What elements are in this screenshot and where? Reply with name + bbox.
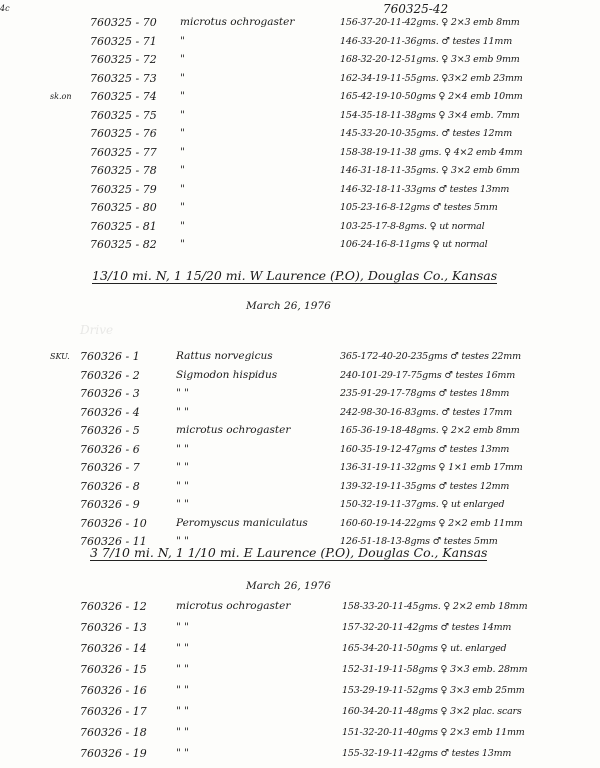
header-catalog-ref: 760325-42 [383, 2, 449, 16]
catalog-number: 760326 - 12 [80, 600, 147, 613]
catalog-number: 760325 - 79 [90, 182, 157, 196]
ledger-row [0, 663, 600, 679]
measurements: 146-31-18-11-35gms. ♀ 3×2 emb 6mm [340, 165, 520, 176]
catalog-number: 760326 - 15 [80, 663, 147, 676]
locality-line-1 [92, 268, 497, 283]
ledger-row [0, 53, 600, 69]
measurements: 150-32-19-11-37gms. ♀ ut enlarged [340, 499, 505, 510]
ledger-row [0, 726, 600, 742]
species-name: " " [176, 387, 189, 399]
measurements: 106-24-16-8-11gms ♀ ut normal [340, 239, 488, 250]
catalog-number: 760325 - 77 [90, 145, 157, 159]
ledger-row [0, 90, 600, 106]
collection-date-1: March 26, 1976 [246, 300, 331, 312]
measurements: 162-34-19-11-55gms. ♀3×2 emb 23mm [340, 72, 523, 84]
species-name: Peromyscus maniculatus [176, 516, 308, 529]
species-name: microtus ochrogaster [180, 16, 295, 28]
locality-text-2: 3 7/10 mi. N, 1 1/10 mi. E Laurence (P.O), Douglas Co., Kansas [90, 545, 488, 560]
measurements: 146-32-18-11-33gms ♂ testes 13mm [340, 183, 510, 195]
catalog-number: 760326 - 14 [80, 642, 147, 655]
catalog-number: 760326 - 11 [80, 535, 147, 548]
measurements: 153-29-19-11-52gms ♀ 3×3 emb 25mm [342, 685, 525, 696]
measurements: 146-33-20-11-36gms. ♂ testes 11mm [340, 35, 513, 47]
catalog-number: 760326 - 6 [80, 442, 140, 456]
catalog-number: 760325 - 82 [90, 238, 157, 251]
catalog-number: 760325 - 72 [90, 53, 157, 66]
measurements: 165-42-19-10-50gms ♀ 2×4 emb 10mm [340, 91, 523, 102]
measurements: 136-31-19-11-32gms ♀ 1×1 emb 17mm [340, 462, 523, 473]
ledger-row [0, 146, 600, 162]
ledger-row [0, 480, 600, 496]
catalog-number: 760325 - 81 [90, 219, 157, 233]
ledger-row [0, 350, 600, 366]
measurements: 365-172-40-20-235gms ♂ testes 22mm [340, 351, 521, 362]
measurements: 242-98-30-16-83gms. ♂ testes 17mm [340, 406, 513, 418]
species-name: " " [176, 498, 189, 510]
measurements: 155-32-19-11-42gms ♂ testes 13mm [342, 748, 512, 759]
measurements: 157-32-20-11-42gms ♂ testes 14mm [342, 622, 512, 633]
ledger-row [0, 35, 600, 51]
ledger-row [0, 747, 600, 763]
species-name: Sigmodon hispidus [176, 368, 278, 381]
measurements: 165-34-20-11-50gms ♀ ut. enlarged [342, 643, 507, 654]
ledger-row [0, 424, 600, 440]
measurements: 126-51-18-13-8gms ♂ testes 5mm [340, 536, 498, 547]
ledger-row [0, 164, 600, 180]
species-name: " " [176, 535, 189, 547]
row-prefix: sk.on [50, 92, 72, 101]
measurements: 151-32-20-11-40gms ♀ 2×3 emb 11mm [342, 727, 525, 738]
measurements: 158-38-19-11-38 gms. ♀ 4×2 emb 4mm [340, 146, 523, 158]
measurements: 158-33-20-11-45gms. ♀ 2×2 emb 18mm [342, 601, 528, 612]
ledger-row [0, 220, 600, 236]
corner-mark: 4c [0, 4, 10, 13]
ledger-row [0, 498, 600, 514]
species-name: " " [176, 461, 189, 473]
ledger-row [0, 621, 600, 637]
species-name: " [180, 164, 185, 176]
row-prefix: SKU. [50, 352, 70, 361]
ledger-row [0, 600, 600, 616]
locality-text-1: 13/10 mi. N, 1 15/20 mi. W Laurence (P.O), Douglas Co., Kansas [92, 268, 498, 283]
species-name: " [180, 201, 185, 213]
measurements: 103-25-17-8-8gms. ♀ ut normal [340, 220, 485, 232]
measurements: 165-36-19-18-48gms. ♀ 2×2 emb 8mm [340, 425, 520, 436]
measurements: 145-33-20-10-35gms. ♂ testes 12mm [340, 128, 513, 139]
species-name: " " [176, 726, 189, 738]
species-name: " " [176, 621, 189, 633]
species-name: " " [176, 684, 189, 696]
species-name: " " [176, 442, 189, 455]
locality-line-2 [90, 545, 487, 560]
catalog-number: 760326 - 4 [80, 405, 140, 419]
catalog-number: 760326 - 18 [80, 726, 147, 739]
species-name: " [180, 108, 185, 121]
catalog-number: 760326 - 1 [80, 350, 140, 363]
ledger-row [0, 127, 600, 143]
ledger-row [0, 406, 600, 422]
ledger-row [0, 201, 600, 217]
measurements: 160-60-19-14-22gms ♀ 2×2 emb 11mm [340, 517, 523, 529]
measurements: 168-32-20-12-51gms. ♀ 3×3 emb 9mm [340, 54, 520, 65]
catalog-number: 760325 - 74 [90, 90, 157, 103]
catalog-number: 760326 - 17 [80, 705, 147, 718]
species-name: " " [176, 479, 189, 492]
species-name: " " [176, 663, 189, 675]
species-name: " [180, 34, 185, 47]
measurements: 154-35-18-11-38gms ♀ 3×4 emb. 7mm [340, 109, 520, 121]
measurements: 152-31-19-11-58gms ♀ 3×3 emb. 28mm [342, 664, 528, 675]
measurements: 139-32-19-11-35gms ♂ testes 12mm [340, 480, 510, 492]
measurements: 240-101-29-17-75gms ♂ testes 16mm [340, 369, 516, 381]
ledger-row [0, 705, 600, 721]
ledger-row [0, 72, 600, 88]
species-name: " [180, 127, 185, 139]
measurements: 105-23-16-8-12gms ♂ testes 5mm [340, 202, 498, 213]
catalog-number: 760325 - 76 [90, 127, 157, 140]
catalog-number: 760326 - 8 [80, 479, 140, 493]
species-name: " [180, 145, 185, 158]
species-name: " " [176, 705, 189, 717]
species-name: Rattus norvegicus [176, 350, 273, 362]
ledger-row [0, 369, 600, 385]
catalog-number: 760326 - 5 [80, 424, 140, 437]
species-name: " " [176, 405, 189, 418]
species-name: microtus ochrogaster [176, 600, 291, 612]
measurements: 160-34-20-11-48gms ♀ 3×2 plac. scars [342, 706, 522, 717]
measurements: 156-37-20-11-42gms. ♀ 2×3 emb 8mm [340, 17, 520, 28]
bleed-through-text: Drive [80, 323, 114, 337]
species-name: " [180, 71, 185, 84]
catalog-number: 760325 - 75 [90, 108, 157, 122]
collection-date-2: March 26, 1976 [246, 580, 331, 592]
species-name: " " [176, 747, 189, 759]
species-name: " [180, 238, 185, 250]
catalog-number: 760326 - 19 [80, 747, 147, 760]
species-name: " [180, 219, 185, 232]
ledger-row [0, 109, 600, 125]
species-name: microtus ochrogaster [176, 424, 291, 436]
ledger-row [0, 443, 600, 459]
catalog-number: 760325 - 71 [90, 34, 157, 48]
ledger-row [0, 642, 600, 658]
species-name: " [180, 182, 185, 195]
catalog-number: 760326 - 10 [80, 516, 147, 530]
ledger-row [0, 238, 600, 254]
ledger-row [0, 387, 600, 403]
catalog-number: 760326 - 3 [80, 387, 140, 400]
catalog-number: 760325 - 73 [90, 71, 157, 85]
species-name: " " [176, 642, 189, 654]
ledger-row [0, 684, 600, 700]
catalog-number: 760325 - 70 [90, 16, 157, 29]
catalog-number: 760325 - 78 [90, 164, 157, 177]
measurements: 160-35-19-12-47gms ♂ testes 13mm [340, 443, 510, 455]
catalog-number: 760326 - 16 [80, 684, 147, 697]
catalog-number: 760326 - 13 [80, 621, 147, 634]
ledger-row [0, 183, 600, 199]
ledger-row [0, 16, 600, 32]
species-name: " [180, 90, 185, 102]
catalog-number: 760325 - 80 [90, 201, 157, 214]
ledger-row [0, 461, 600, 477]
catalog-number: 760326 - 2 [80, 368, 140, 382]
species-name: " [180, 53, 185, 65]
catalog-number: 760326 - 7 [80, 461, 140, 474]
measurements: 235-91-29-17-78gms ♂ testes 18mm [340, 388, 510, 399]
ledger-row [0, 517, 600, 533]
catalog-number: 760326 - 9 [80, 498, 140, 511]
